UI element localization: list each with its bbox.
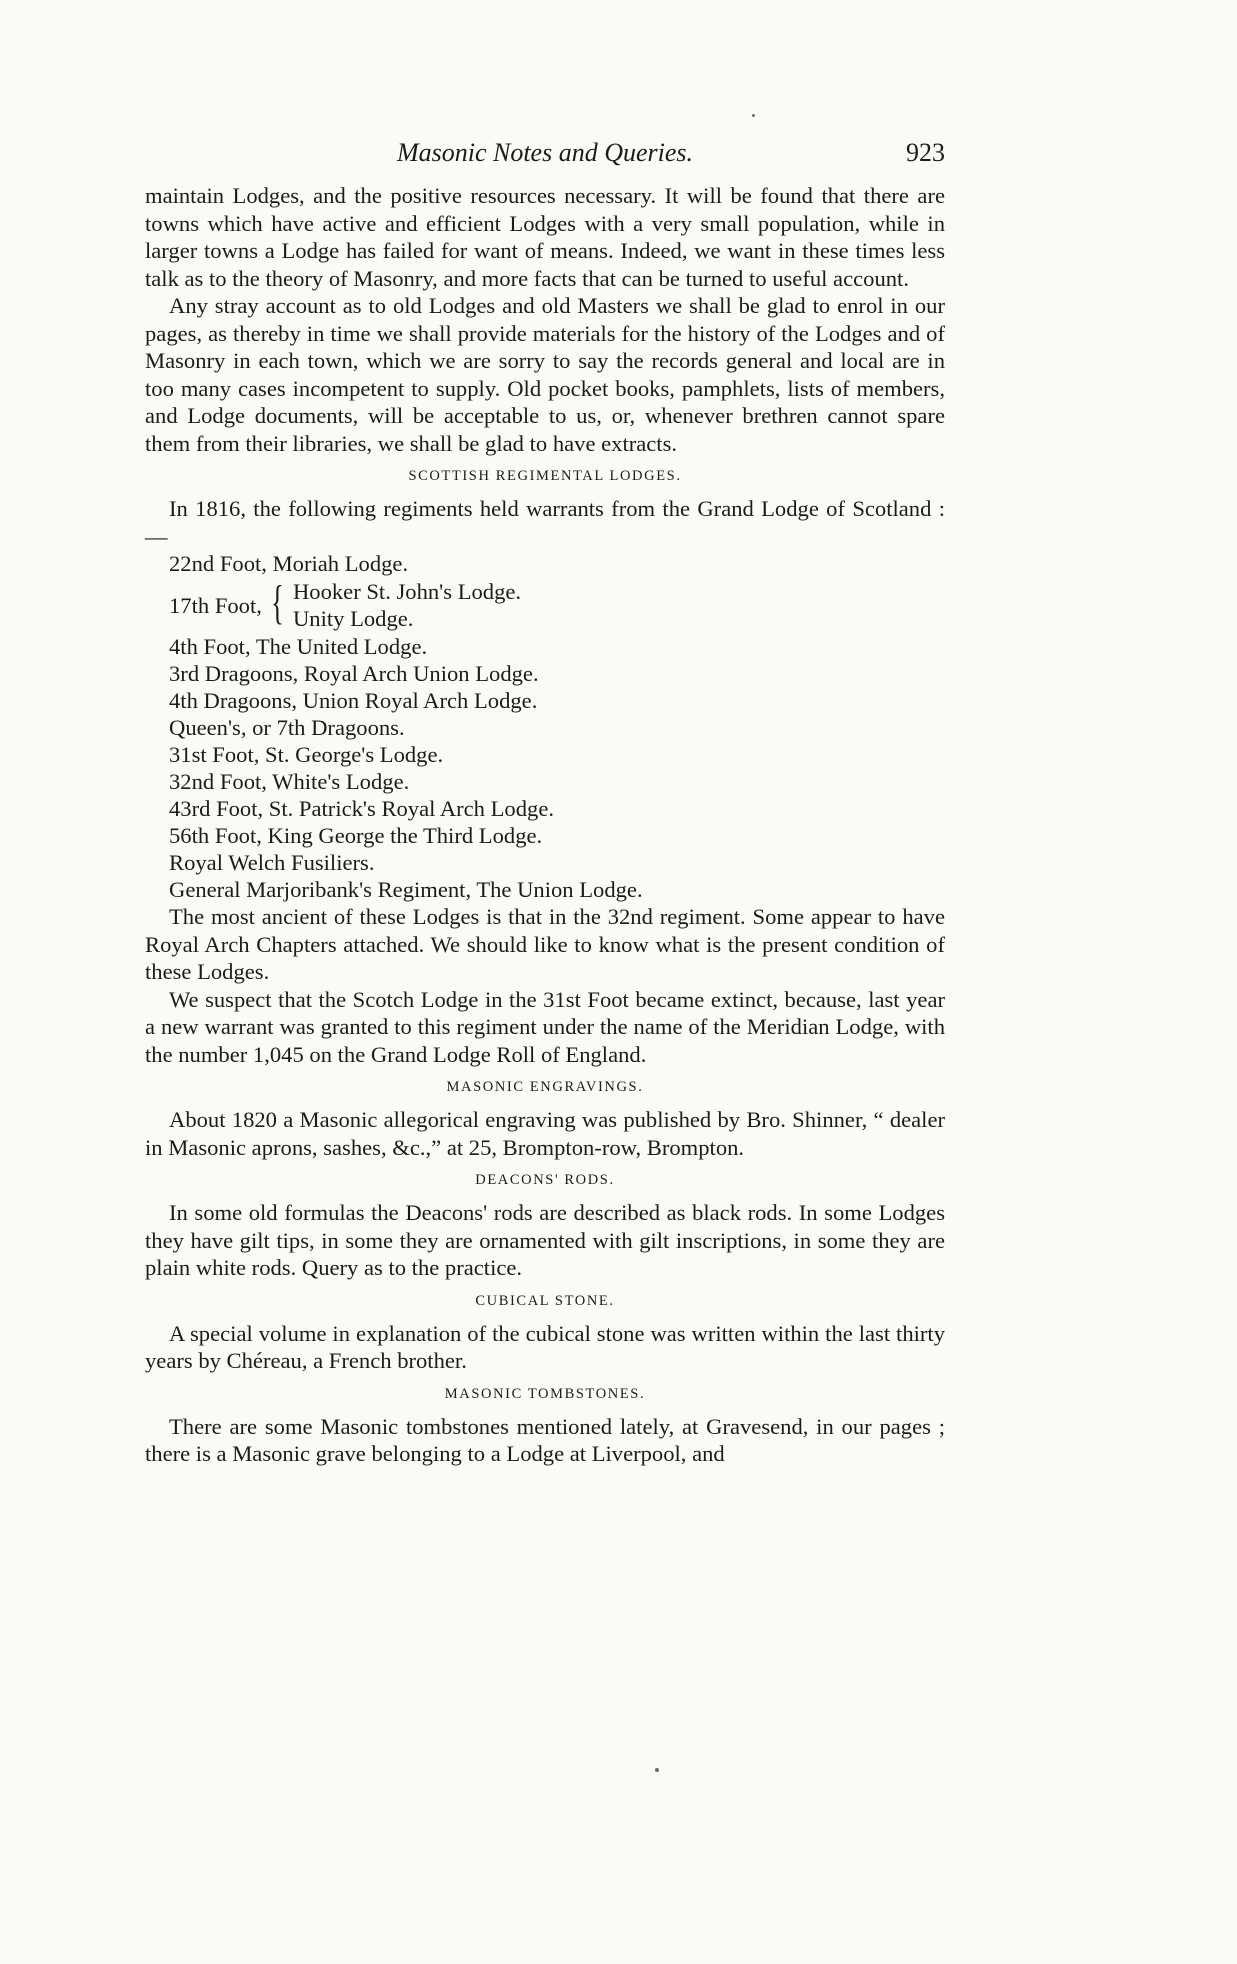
list-subitem: Hooker St. John's Lodge. bbox=[292, 579, 522, 604]
list-subitem: Unity Lodge. bbox=[292, 606, 414, 631]
list-item: General Marjoribank's Regiment, The Union Lodge. bbox=[169, 877, 643, 902]
section-heading-tombstones: MASONIC TOMBSTONES. bbox=[444, 1385, 646, 1402]
section-heading-cubical-stone: CUBICAL STONE. bbox=[475, 1292, 615, 1309]
list-item: 43rd Foot, St. Patrick's Royal Arch Lodge. bbox=[169, 796, 554, 821]
section-heading-scottish-lodges: SCOTTISH REGIMENTAL LODGES. bbox=[408, 468, 682, 484]
list-item-label: 17th Foot, bbox=[169, 592, 262, 618]
paragraph-continued: maintain Lodges, and the positive resources necessary. It will be found that there are towns which have active and efficient Lodges with a very small population, while in larger towns a Lodge has failed for want of means. Indeed, we want in these times less talk as to the theory of Masonry, and more facts that can be turned to useful account. bbox=[145, 183, 945, 291]
list-item: Royal Welch Fusiliers. bbox=[169, 850, 375, 875]
paragraph-stray-account: Any stray account as to old Lodges and old Masters we shall be glad to enrol in our pages, as thereby in time we shall provide materials for the history of the Lodges and of Masonry in each town, which we are sorry to say the records general and local are in too many cases incompetent to supply. Old pocket books, pamphlets, lists of members, and Lodge documents, will be acceptable to us, or, whenever brethren cannot spare them from their libraries, we shall be glad to have extracts. bbox=[145, 293, 945, 456]
section-heading-deacons-rods: DEACONS' RODS. bbox=[475, 1172, 615, 1188]
paragraph-cubical-stone: A special volume in explanation of the cubical stone was written within the last thirty years by Chéreau, a French brother. bbox=[145, 1320, 945, 1373]
paragraph-tombstones: There are some Masonic tombstones mentioned lately, at Gravesend, in our pages ; there is a Masonic grave belonging to a Lodge at Liverpool, and bbox=[145, 1413, 945, 1466]
paragraph-deacons-rods: In some old formulas the Deacons' rods are described as black rods. In some Lodges they have gilt tips, in some they are ornamented with gilt inscriptions, in some they are plain white rods. Query as to the practice. bbox=[145, 1200, 945, 1280]
bracketed-lodges bbox=[293, 578, 521, 632]
list-item-17th-foot bbox=[169, 577, 945, 633]
running-head: Masonic Notes and Queries. bbox=[396, 138, 694, 167]
list-item: 32nd Foot, White's Lodge. bbox=[169, 769, 410, 794]
ink-speck bbox=[752, 114, 755, 117]
list-item: Queen's, or 7th Dragoons. bbox=[169, 715, 405, 740]
regiment-list bbox=[145, 550, 945, 903]
page-number: 923 bbox=[906, 138, 945, 167]
section-heading-engravings: MASONIC ENGRAVINGS. bbox=[446, 1079, 644, 1095]
body-text bbox=[145, 182, 945, 1468]
list-item: 22nd Foot, Moriah Lodge. bbox=[169, 551, 409, 576]
ink-speck bbox=[655, 1768, 659, 1772]
list-item: 4th Foot, The United Lodge. bbox=[169, 634, 428, 659]
list-item: 4th Dragoons, Union Royal Arch Lodge. bbox=[169, 688, 538, 713]
brace-glyph: { bbox=[271, 576, 284, 629]
page-header bbox=[145, 133, 945, 173]
paragraph-engravings: About 1820 a Masonic allegorical engraving was published by Bro. Shinner, “ dealer in Masonic aprons, sashes, &c.,” at 25, Brompton-row, Brompton. bbox=[145, 1107, 945, 1160]
list-item: 56th Foot, King George the Third Lodge. bbox=[169, 823, 543, 848]
paragraph-meridian-lodge: We suspect that the Scotch Lodge in the 31st Foot became extinct, because, last year a new warrant was granted to this regiment under the name of the Meridian Lodge, with the number 1,045 on the Grand Lodge Roll of England. bbox=[145, 986, 945, 1067]
list-item: 31st Foot, St. George's Lodge. bbox=[169, 742, 444, 767]
list-item: 3rd Dragoons, Royal Arch Union Lodge. bbox=[169, 661, 539, 686]
paragraph-scottish-intro: In 1816, the following regiments held warrants from the Grand Lodge of Scotland :— bbox=[145, 496, 945, 549]
paragraph-most-ancient: The most ancient of these Lodges is that in the 32nd regiment. Some appear to have Royal Arch Chapters attached. We should like to know what is the present condition of these Lodges. bbox=[145, 904, 945, 984]
